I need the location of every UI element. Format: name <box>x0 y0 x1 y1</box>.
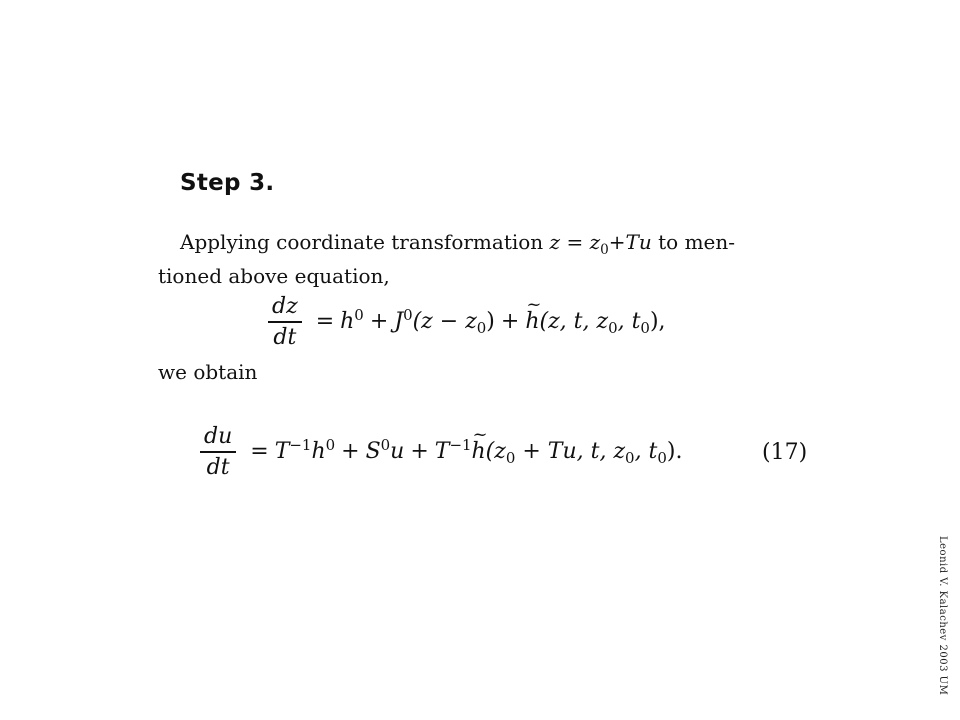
equation-2 <box>200 424 682 480</box>
step-heading: Step 3. <box>180 170 275 196</box>
inline-math-z: z <box>549 230 561 254</box>
paragraph-line-1 <box>158 225 818 259</box>
inline-math-tu: Tu <box>625 230 652 254</box>
eq2-denominator: dt <box>206 454 230 480</box>
eq1-rhs: = $h^0 + J^0(z - z_0)$ +~ h(z, t, $z_0$, $t_0$), <box>310 309 666 334</box>
paragraph-text: Applying coordinate transformation <box>180 230 544 254</box>
intro-paragraph <box>158 225 818 293</box>
equation-1 <box>268 294 666 350</box>
inline-math-plus: + <box>608 230 626 254</box>
eq1-numerator: dz <box>272 294 298 319</box>
eq2-numerator: du <box>204 424 233 449</box>
equation-number: (17) <box>762 440 808 465</box>
inline-math-eq: = <box>566 230 584 254</box>
paragraph-line-2: tioned above equation, <box>158 264 390 288</box>
paragraph-tail: to men- <box>658 230 736 254</box>
author-credit: Leonid V. Kalachev 2003 UM <box>937 536 948 696</box>
we-obtain-text: we obtain <box>158 360 258 384</box>
inline-math-z0: $z_0$ <box>589 230 609 258</box>
eq2-fraction <box>200 424 236 480</box>
eq2-rhs: = $T^{-1}h^0 + S^0u$ + $T^{-1}\sim$ $h(z_0 + Tu$, t, $z_0$, $t_0$). <box>244 439 682 464</box>
eq1-fraction <box>268 294 302 350</box>
eq1-denominator: dt <box>273 324 297 350</box>
